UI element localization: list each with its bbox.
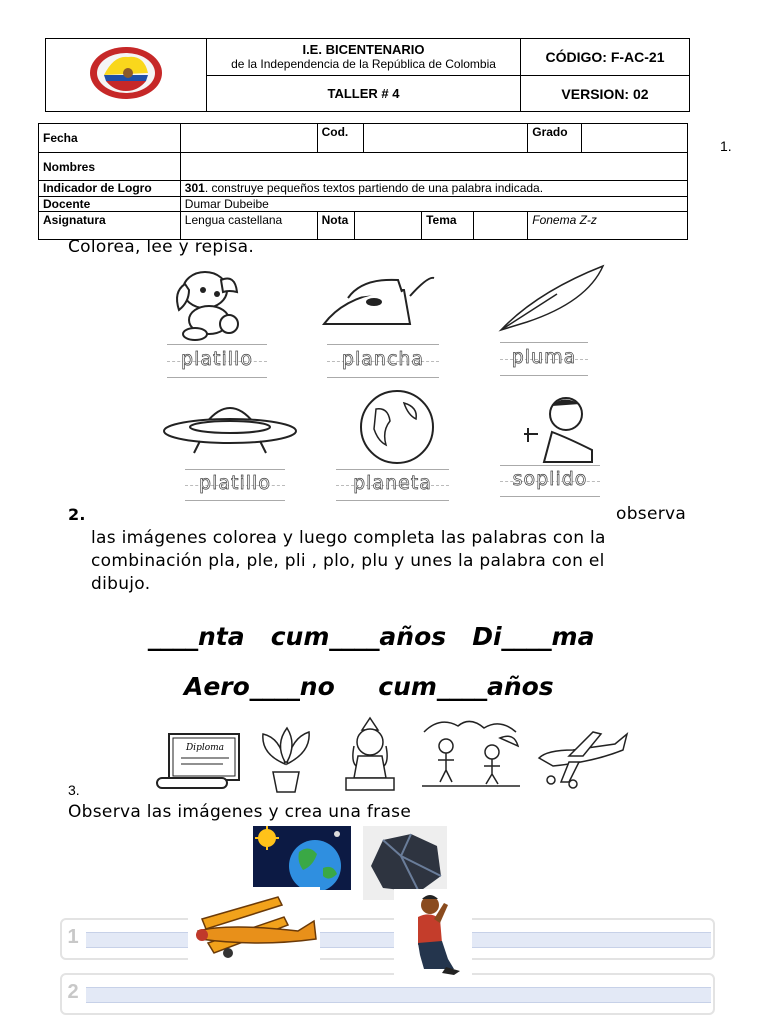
school-crest-icon bbox=[88, 45, 164, 101]
cod-label: Cod. bbox=[317, 124, 363, 153]
indicador-value bbox=[180, 181, 687, 197]
asignatura-value: Lengua castellana bbox=[180, 212, 317, 240]
school-subtitle: de la Independencia de la República de Colombia bbox=[231, 56, 496, 71]
section3-instruction: Observa las imágenes y crea una frase bbox=[68, 802, 412, 822]
docente-value: Dumar Dubeibe bbox=[180, 197, 687, 212]
workshop-title: TALLER # 4 bbox=[207, 76, 521, 112]
indicador-code: 301 bbox=[184, 181, 205, 195]
fill-in-row-2: Aero____no cum____años bbox=[184, 672, 554, 701]
praying-man-icon bbox=[394, 889, 472, 977]
trace-word-1: platillo bbox=[167, 344, 267, 378]
earth-and-sun-icon bbox=[253, 826, 351, 890]
trace-word-4: platillo bbox=[185, 469, 285, 501]
grado-label: Grado bbox=[528, 124, 582, 153]
cod-field[interactable] bbox=[363, 124, 528, 153]
section2-line1: las imágenes colorea y luego completa las palabras con la bbox=[91, 528, 606, 548]
airplane-icon bbox=[533, 728, 633, 790]
fill-in-row-1: ____nta cum____años Di____ma bbox=[148, 622, 595, 651]
section2-number: 2. bbox=[68, 505, 86, 524]
document-code: CÓDIGO: F-AC-21 bbox=[521, 39, 690, 76]
tema-value: Fonema Z-z bbox=[528, 212, 688, 240]
iron-icon bbox=[318, 268, 438, 340]
diploma-label: Diploma bbox=[185, 743, 225, 753]
header-table bbox=[45, 38, 690, 112]
school-name-cell bbox=[207, 39, 521, 76]
trace-word-3: pluma bbox=[500, 342, 588, 376]
asignatura-label: Asignatura bbox=[39, 212, 181, 240]
school-name: I.E. BICENTENARIO bbox=[302, 42, 425, 58]
nota-label: Nota bbox=[318, 212, 355, 239]
boy-blowing-icon bbox=[518, 392, 608, 464]
section2-observa: observa bbox=[616, 504, 687, 524]
trace-word-6: soplido bbox=[500, 465, 600, 497]
feather-icon bbox=[497, 262, 609, 334]
docente-label: Docente bbox=[39, 197, 181, 212]
planet-earth-icon bbox=[352, 389, 442, 465]
document-version: VERSION: 02 bbox=[521, 76, 690, 112]
trace-word-5: planeta bbox=[336, 469, 449, 501]
grado-field[interactable] bbox=[582, 124, 688, 153]
side-number: 1. bbox=[720, 138, 732, 154]
tema-spacer bbox=[474, 212, 528, 239]
writing-band bbox=[86, 987, 711, 1003]
trace-word-2: plancha bbox=[327, 344, 439, 378]
indicador-text: . construye pequeños textos partiendo de una palabra indicada. bbox=[204, 181, 544, 195]
line-number-1: 1 bbox=[67, 926, 79, 948]
section3-number: 3. bbox=[68, 782, 80, 798]
puppy-icon bbox=[165, 262, 257, 342]
children-playing-icon bbox=[420, 712, 522, 788]
fecha-field[interactable] bbox=[180, 124, 317, 153]
writing-line-2[interactable] bbox=[60, 973, 715, 1015]
yellow-biplane-icon bbox=[188, 887, 320, 965]
indicador-label: Indicador de Logro bbox=[39, 181, 181, 197]
nombres-field[interactable] bbox=[180, 153, 687, 181]
student-info-table bbox=[38, 123, 688, 240]
plant-icon bbox=[255, 724, 317, 794]
line-number-2: 2 bbox=[67, 981, 79, 1003]
section1-instruction: Colorea, lee y repisa. bbox=[68, 237, 255, 257]
writing-line-1[interactable] bbox=[60, 918, 715, 960]
nombres-label: Nombres bbox=[39, 153, 181, 181]
nota-tema-cell bbox=[317, 212, 528, 240]
school-logo-cell bbox=[46, 39, 207, 112]
girl-birthday-icon bbox=[340, 716, 404, 794]
diploma-icon bbox=[153, 730, 243, 792]
fecha-label: Fecha bbox=[39, 124, 181, 153]
section2-line2: combinación pla, ple, pli , plo, plu y unes la palabra con el bbox=[91, 551, 605, 571]
tema-label: Tema bbox=[422, 212, 474, 239]
ufo-icon bbox=[160, 395, 300, 457]
section2-line3: dibujo. bbox=[91, 574, 151, 594]
nota-field[interactable] bbox=[355, 212, 422, 239]
